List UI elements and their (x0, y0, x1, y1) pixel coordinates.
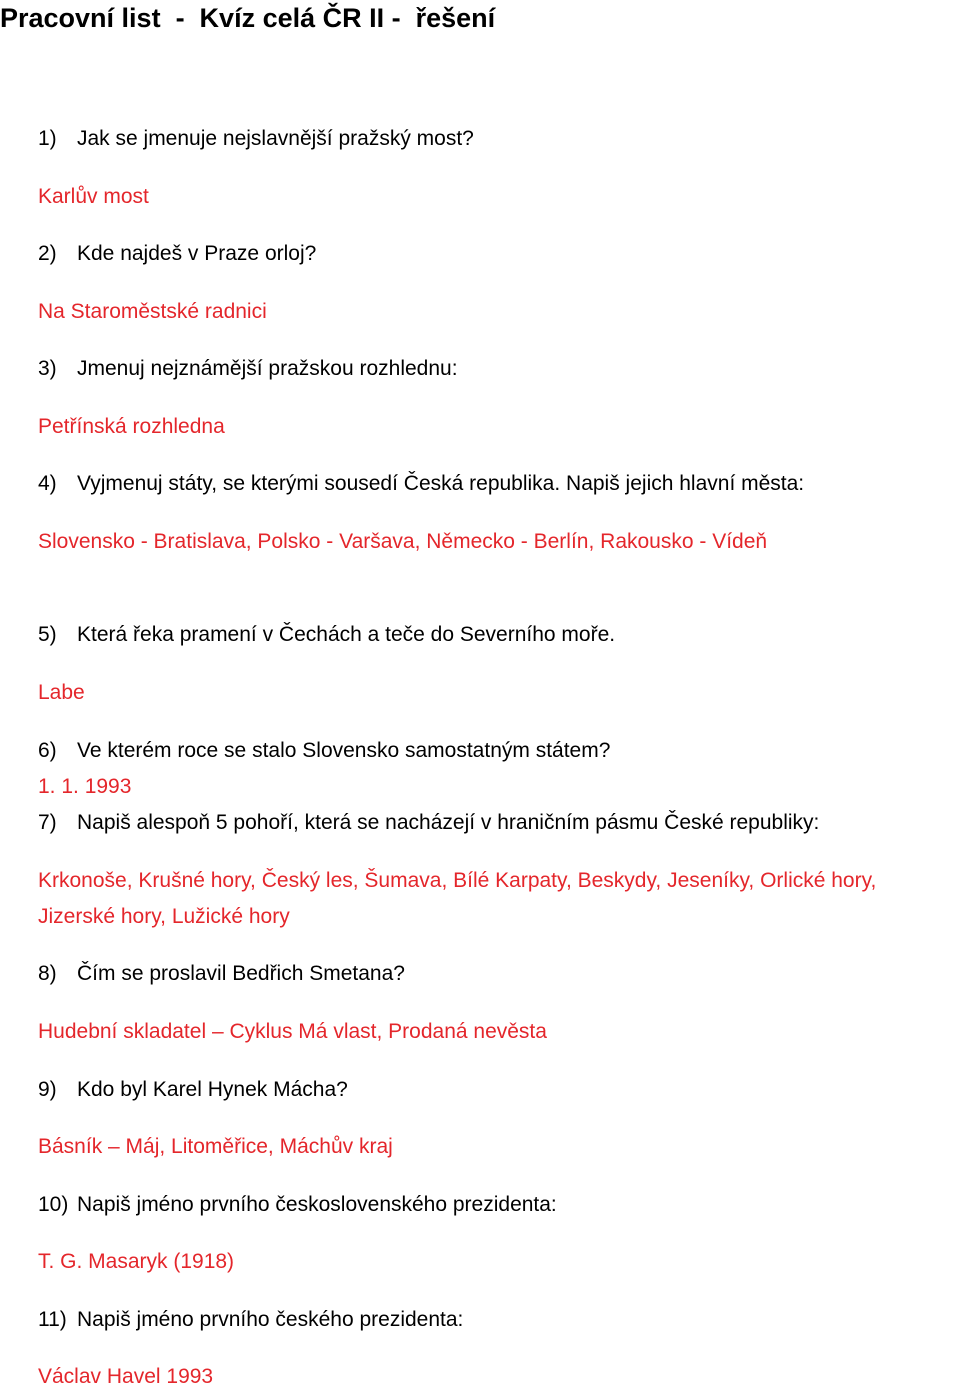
question-number: 3) (38, 357, 57, 380)
answer-11: Václav Havel 1993 (38, 1365, 214, 1388)
question-2 (38, 239, 316, 269)
question-4 (38, 469, 804, 499)
answer-6: 1. 1. 1993 (38, 775, 132, 798)
question-8 (38, 959, 405, 989)
question-text: Napiš alespoň 5 pohoří, která se nacházejí v hraničním pásmu České republiky: (77, 811, 820, 834)
answer-9: Básník – Máj, Litoměřice, Máchův kraj (38, 1135, 393, 1158)
page-title: Pracovní list - Kvíz celá ČR II - řešení (0, 3, 496, 33)
question-text: Napiš jméno prvního československého prezidenta: (77, 1193, 557, 1216)
question-5 (38, 620, 615, 650)
question-number: 6) (38, 739, 57, 762)
question-number: 7) (38, 811, 57, 834)
answer-3: Petřínská rozhledna (38, 415, 225, 438)
question-3 (38, 354, 458, 384)
answer-7-line-2: Jizerské hory, Lužické hory (38, 905, 290, 928)
question-1 (38, 124, 474, 154)
question-number: 1) (38, 127, 57, 150)
question-10 (38, 1190, 557, 1220)
question-number: 8) (38, 962, 57, 985)
question-9 (38, 1075, 348, 1105)
question-number: 4) (38, 472, 57, 495)
answer-5: Labe (38, 681, 85, 704)
question-number: 2) (38, 242, 57, 265)
question-text: Napiš jméno prvního českého prezidenta: (77, 1308, 464, 1331)
question-text: Jak se jmenuje nejslavnější pražský most? (77, 127, 474, 150)
question-text: Kde najdeš v Praze orloj? (77, 242, 317, 265)
answer-2: Na Staroměstské radnici (38, 300, 267, 323)
answer-4: Slovensko - Bratislava, Polsko - Varšava, Německo - Berlín, Rakousko - Vídeň (38, 530, 768, 553)
question-text: Kdo byl Karel Hynek Mácha? (77, 1078, 348, 1101)
question-text: Ve kterém roce se stalo Slovensko samostatným státem? (77, 739, 611, 762)
answer-8: Hudební skladatel – Cyklus Má vlast, Prodaná nevěsta (38, 1020, 547, 1043)
question-text: Vyjmenuj státy, se kterými sousedí Česká republika. Napiš jejich hlavní města: (77, 472, 805, 495)
question-number: 5) (38, 623, 57, 646)
answer-7-line-1: Krkonoše, Krušné hory, Český les, Šumava, Bílé Karpaty, Beskydy, Jeseníky, Orlické hory, (38, 869, 877, 892)
question-text: Která řeka pramení v Čechách a teče do Severního moře. (77, 623, 616, 646)
question-number: 9) (38, 1078, 57, 1101)
answer-1: Karlův most (38, 185, 149, 208)
question-7 (38, 808, 819, 838)
question-number: 11) (38, 1308, 67, 1331)
question-text: Jmenuj nejznámější pražskou rozhlednu: (77, 357, 458, 380)
question-11 (38, 1305, 463, 1335)
answer-10: T. G. Masaryk (1918) (38, 1250, 235, 1273)
question-6 (38, 736, 610, 766)
question-number: 10) (38, 1193, 69, 1216)
question-text: Čím se proslavil Bedřich Smetana? (77, 962, 405, 985)
